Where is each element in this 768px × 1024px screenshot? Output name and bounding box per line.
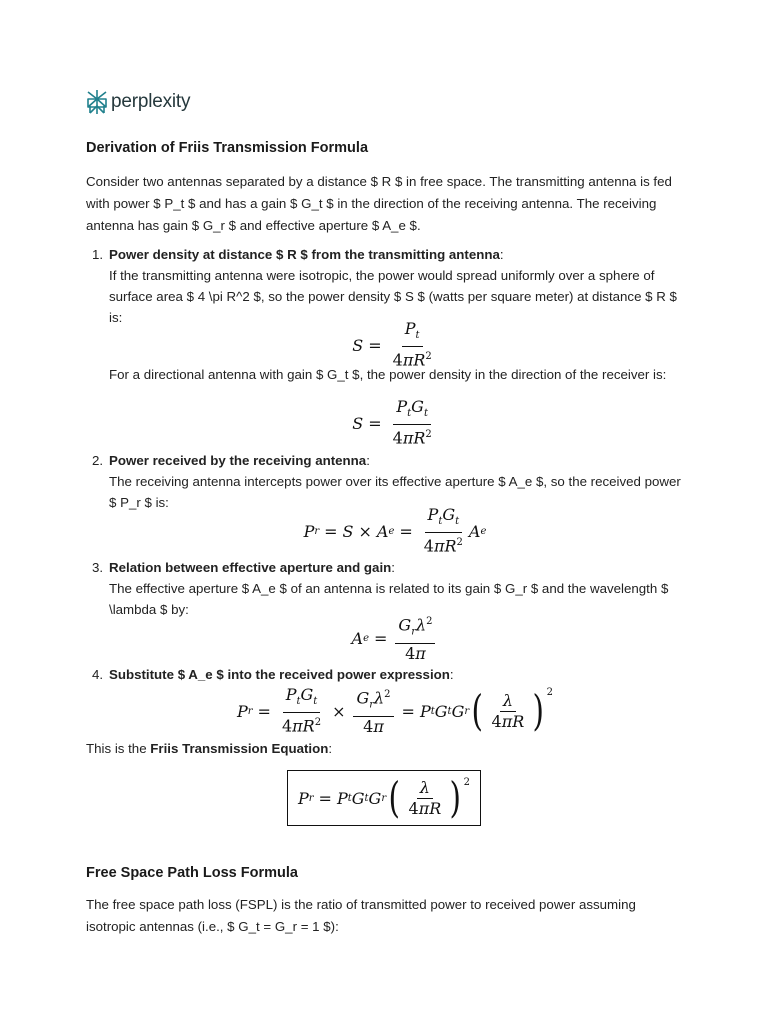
equation-power-density-isotropic: S = $\frac{P_t}{4\pi R^2}$ [352,319,432,370]
step-text: If the transmitting antenna were isotropic, the power would spread uniformly over a sphere of surface area $ 4 \pi R^2 $, so the power density $ S $ (watts per square meter) at distance $ R $ is: [109,268,677,325]
step-1: 1. Power density at distance $ R $ from the transmitting antenna: If the transmitting antenna were isotropic, the power would spread uniformly over a sphere of surface area $ 4 \pi R^2 $, so the power density $ S $ (watts per square meter) at distance $ R $ is: [92,244,686,328]
step-text: The receiving antenna intercepts power over its effective aperture $ A_e $, so the received power $ P_r $ is: [109,474,681,510]
step-3: 3. Relation between effective aperture and gain: The effective aperture $ A_e $ of an antenna is related to its gain $ G_r $ and the wavelength $ \lambda $ by: [92,557,686,620]
equation-received-power: P r = S × A e = $\frac{P_tG_t}{4\pi R^2}$ A e [303,505,487,556]
step-number: 1. [92,247,104,262]
step-heading: Power density at distance $ R $ from the transmitting antenna [109,247,500,262]
equation-power-density-directional: S = $\frac{P_tG_t}{4\pi R^2}$ [352,397,432,448]
step-heading: Substitute $ A_e $ into the received power expression [109,667,450,682]
equation-substitution: P r = $\frac{P_tG_t}{4\pi R^2}$ × $\frac{G_r\lambda^2}{4\pi}$ = P t G t G r ( $\frac{\lambda}{4\pi R}$ ) $^2$ [236,685,554,736]
step-4: 4. Substitute $ A_e $ into the received power expression: [92,664,686,685]
step-number: 2. [92,453,104,468]
step-heading: Relation between effective aperture and gain [109,560,392,575]
fspl-intro: The free space path loss (FSPL) is the ratio of transmitted power to received power assuming isotropic antennas (i.e., $ G_t = G_r = 1 $): [86,897,636,934]
step-2: 2. Power received by the receiving antenna: The receiving antenna intercepts power over its effective aperture $ A_e $, so the received power $ P_r $ is: [92,450,686,513]
perplexity-logo-icon [86,89,108,115]
step-text: The effective aperture $ A_e $ of an antenna is related to its gain $ G_r $ and the wavelength $ \lambda $ by: [109,581,669,617]
step-heading: Power received by the receiving antenna [109,453,367,468]
conclusion-text: This is the Friis Transmission Equation: [86,741,333,756]
friis-equation-name: Friis Transmission Equation [150,741,329,756]
section-title-derivation: Derivation of Friis Transmission Formula [86,140,369,156]
step-1-directional-text: For a directional antenna with gain $ G_t $, the power density in the direction of the receiver is: [109,367,667,382]
step-number: 3. [92,560,104,575]
equation-effective-aperture: A e = $\frac{G_r\lambda^2}{4\pi}$ [345,615,445,661]
perplexity-logo [86,89,190,115]
derivation-intro: Consider two antennas separated by a distance $ R $ in free space. The transmitting antenna is fed with power $ P_t $ and has a gain $ G_t $ in the direction of the receiving antenna. The receiving antenna has gain $ G_r $ and effective aperture $ A_e $. [86,174,672,233]
brand-name: perplexity [111,91,191,112]
equation-friis-boxed [299,771,469,825]
step-number: 4. [92,667,104,682]
section-title-fspl: Free Space Path Loss Formula [86,865,298,881]
equation-box: P r = P t G t G r ( $\frac{\lambda}{4\pi R}$ ) $^2$ [287,770,481,826]
